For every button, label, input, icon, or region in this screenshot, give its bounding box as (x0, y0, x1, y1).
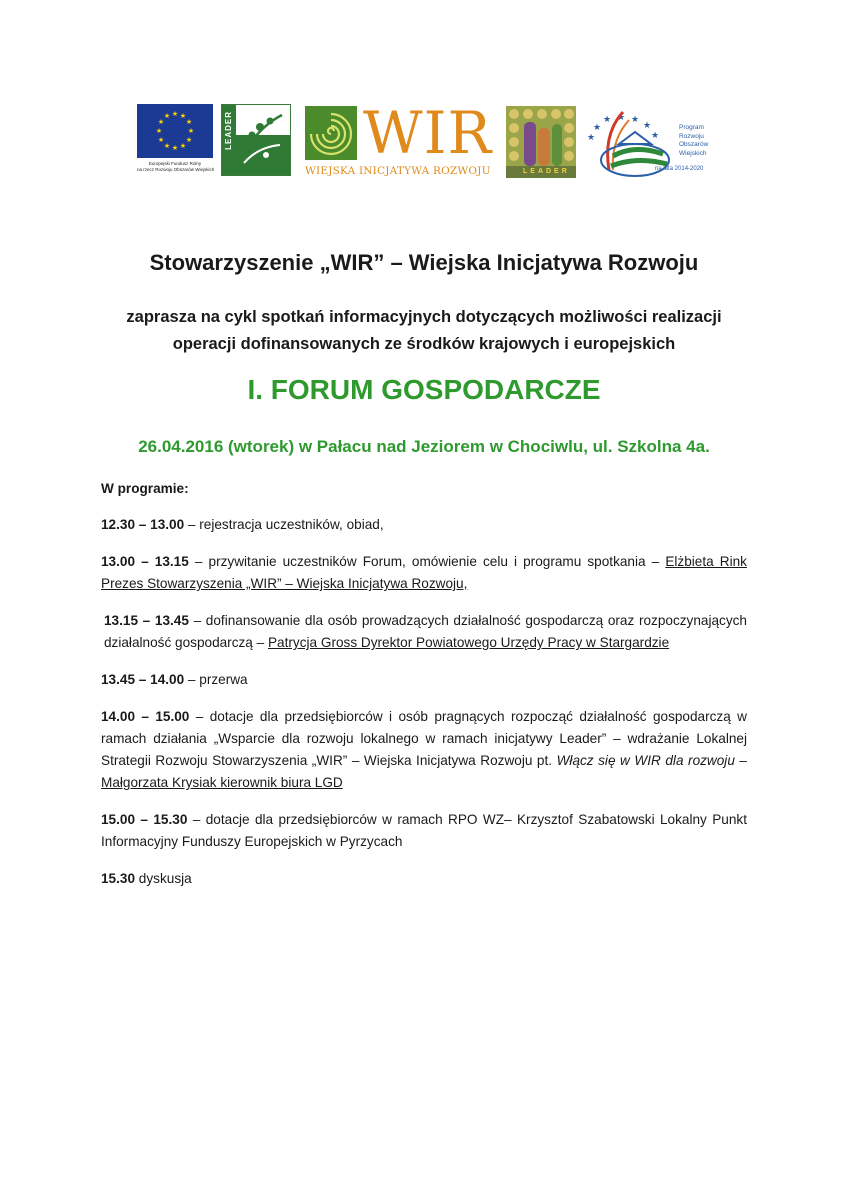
invitation-line2: operacji dofinansowanych ze środków krajowych i europejskich (172, 335, 676, 353)
wir-logo-text: WIR (363, 99, 493, 167)
program-item-text: dyskusja (135, 871, 192, 886)
leader-logo (221, 104, 291, 176)
svg-text:★: ★ (603, 115, 612, 125)
forum-title: I. FORUM GOSPODARCZE (247, 374, 601, 405)
program-item-speaker: Elżbieta Rink Prezes Stowarzyszenia „WIR” – Wiejska Inicjatywa Rozwoju, (101, 554, 747, 591)
program-item-text: – przerwa (184, 672, 248, 687)
wir-logo-subtitle: WIEJSKA INICJATYWA ROZWOJU (305, 165, 491, 177)
svg-text:★: ★ (171, 110, 179, 118)
leader-mosaic-text: LEADER (523, 168, 570, 175)
program-item-speaker: Patrycja Gross Dyrektor Powiatowego Urzędy Pracy w Stargardzie (267, 635, 670, 650)
program-item-time: 13.15 – 13.45 (104, 613, 189, 628)
prow-text-line1: Program (679, 124, 704, 131)
program-item-time: 14.00 – 15.00 (101, 709, 190, 724)
program-item-text: – dofinansowanie dla osób prowadzących działalność gospodarczą oraz rozpoczynających działalność gospodarczą – (104, 613, 747, 650)
invitation-line1: zaprasza na cykl spotkań informacyjnych dotyczących możliwości realizacji (126, 308, 722, 326)
eu-caption (137, 161, 213, 173)
program-item (101, 669, 747, 691)
eu-flag-icon (137, 104, 213, 158)
prow-logo (583, 104, 727, 180)
program-item (101, 706, 747, 794)
program-item-time: 13.00 – 13.15 (101, 554, 189, 569)
program-item (101, 610, 747, 654)
eu-logo (137, 104, 213, 176)
svg-text:★: ★ (651, 131, 660, 141)
svg-text:★: ★ (617, 113, 626, 123)
logo-bar (137, 99, 727, 180)
svg-text:★: ★ (157, 136, 165, 144)
svg-text:★: ★ (163, 142, 171, 150)
svg-text:★: ★ (587, 133, 596, 143)
svg-text:★: ★ (157, 118, 165, 126)
event-date-location: 26.04.2016 (wtorek) w Pałacu nad Jeziorem w Chociwlu, ul. Szkolna 4a. (138, 437, 710, 456)
svg-text:★: ★ (155, 127, 163, 135)
program-item-text: – przywitanie uczestników Forum, omówienie celu i programu spotkania – (188, 554, 666, 569)
svg-text:★: ★ (179, 142, 187, 150)
program-item-separator: – (734, 753, 747, 768)
prow-text-line4: Wiejskich (679, 149, 707, 157)
prow-text (679, 124, 708, 158)
prow-text-line3: Obszarów (679, 141, 709, 148)
prow-years: na lata 2014-2020 (655, 166, 704, 172)
program-item-time: 15.30 (101, 871, 136, 886)
program-item (101, 809, 747, 853)
svg-text:★: ★ (179, 112, 187, 120)
program-item (101, 551, 747, 595)
svg-text:★: ★ (185, 136, 193, 144)
program-item-title: Włącz się w WIR dla rozwoju (556, 753, 735, 768)
eu-caption-line2: na rzecz Rozwoju Obszarów Wiejskich (137, 167, 215, 172)
program-item-speaker: Małgorzata Krysiak kierownik biura LGD (101, 775, 343, 790)
program-item-text: – dotacje dla przedsiębiorców w ramach RPO WZ– Krzysztof Szabatowski Lokalny Punkt Informacyjny Funduszy Europejskich w Pyrzycach (101, 812, 747, 849)
svg-text:★: ★ (171, 144, 179, 152)
program-header: W programie: (101, 481, 189, 496)
wir-logo (305, 99, 495, 178)
leader-mosaic-logo (506, 106, 576, 178)
program-item (101, 514, 747, 536)
svg-text:★: ★ (643, 121, 652, 131)
program-item-text: – rejestracja uczestników, obiad, (184, 517, 384, 532)
leader-vertical-text: LEADER (224, 111, 233, 150)
program-item-time: 15.00 – 15.30 (101, 812, 188, 827)
program-item-time: 13.45 – 14.00 (101, 672, 185, 687)
svg-text:★: ★ (163, 112, 171, 120)
invitation-text (0, 304, 848, 358)
program-item-time: 12.30 – 13.00 (101, 517, 185, 532)
prow-text-line2: Rozwoju (679, 132, 704, 140)
svg-text:★: ★ (185, 118, 193, 126)
organization-title: Stowarzyszenie „WIR” – Wiejska Inicjatywa Rozwoju (149, 250, 699, 275)
svg-text:★: ★ (187, 127, 195, 135)
svg-text:★: ★ (631, 115, 640, 125)
program-item-text: – dotacje dla przedsiębiorców i osób pragnących rozpocząć działalność gospodarczą w ramach działania „Wsparcie dla rozwoju lokalnego w ramach inicjatywy Leader” – wdrażanie Lokalnej Strategii Rozwoju Stowarzyszenia „WIR” – Wiejska Inicjatywa Rozwoju pt. (101, 709, 747, 768)
wir-spiral-icon (305, 106, 357, 160)
program-item (101, 868, 747, 890)
eu-caption-line1: Europejski Fundusz Rolny (148, 161, 202, 166)
program-section (101, 478, 747, 905)
svg-text:★: ★ (593, 123, 602, 133)
